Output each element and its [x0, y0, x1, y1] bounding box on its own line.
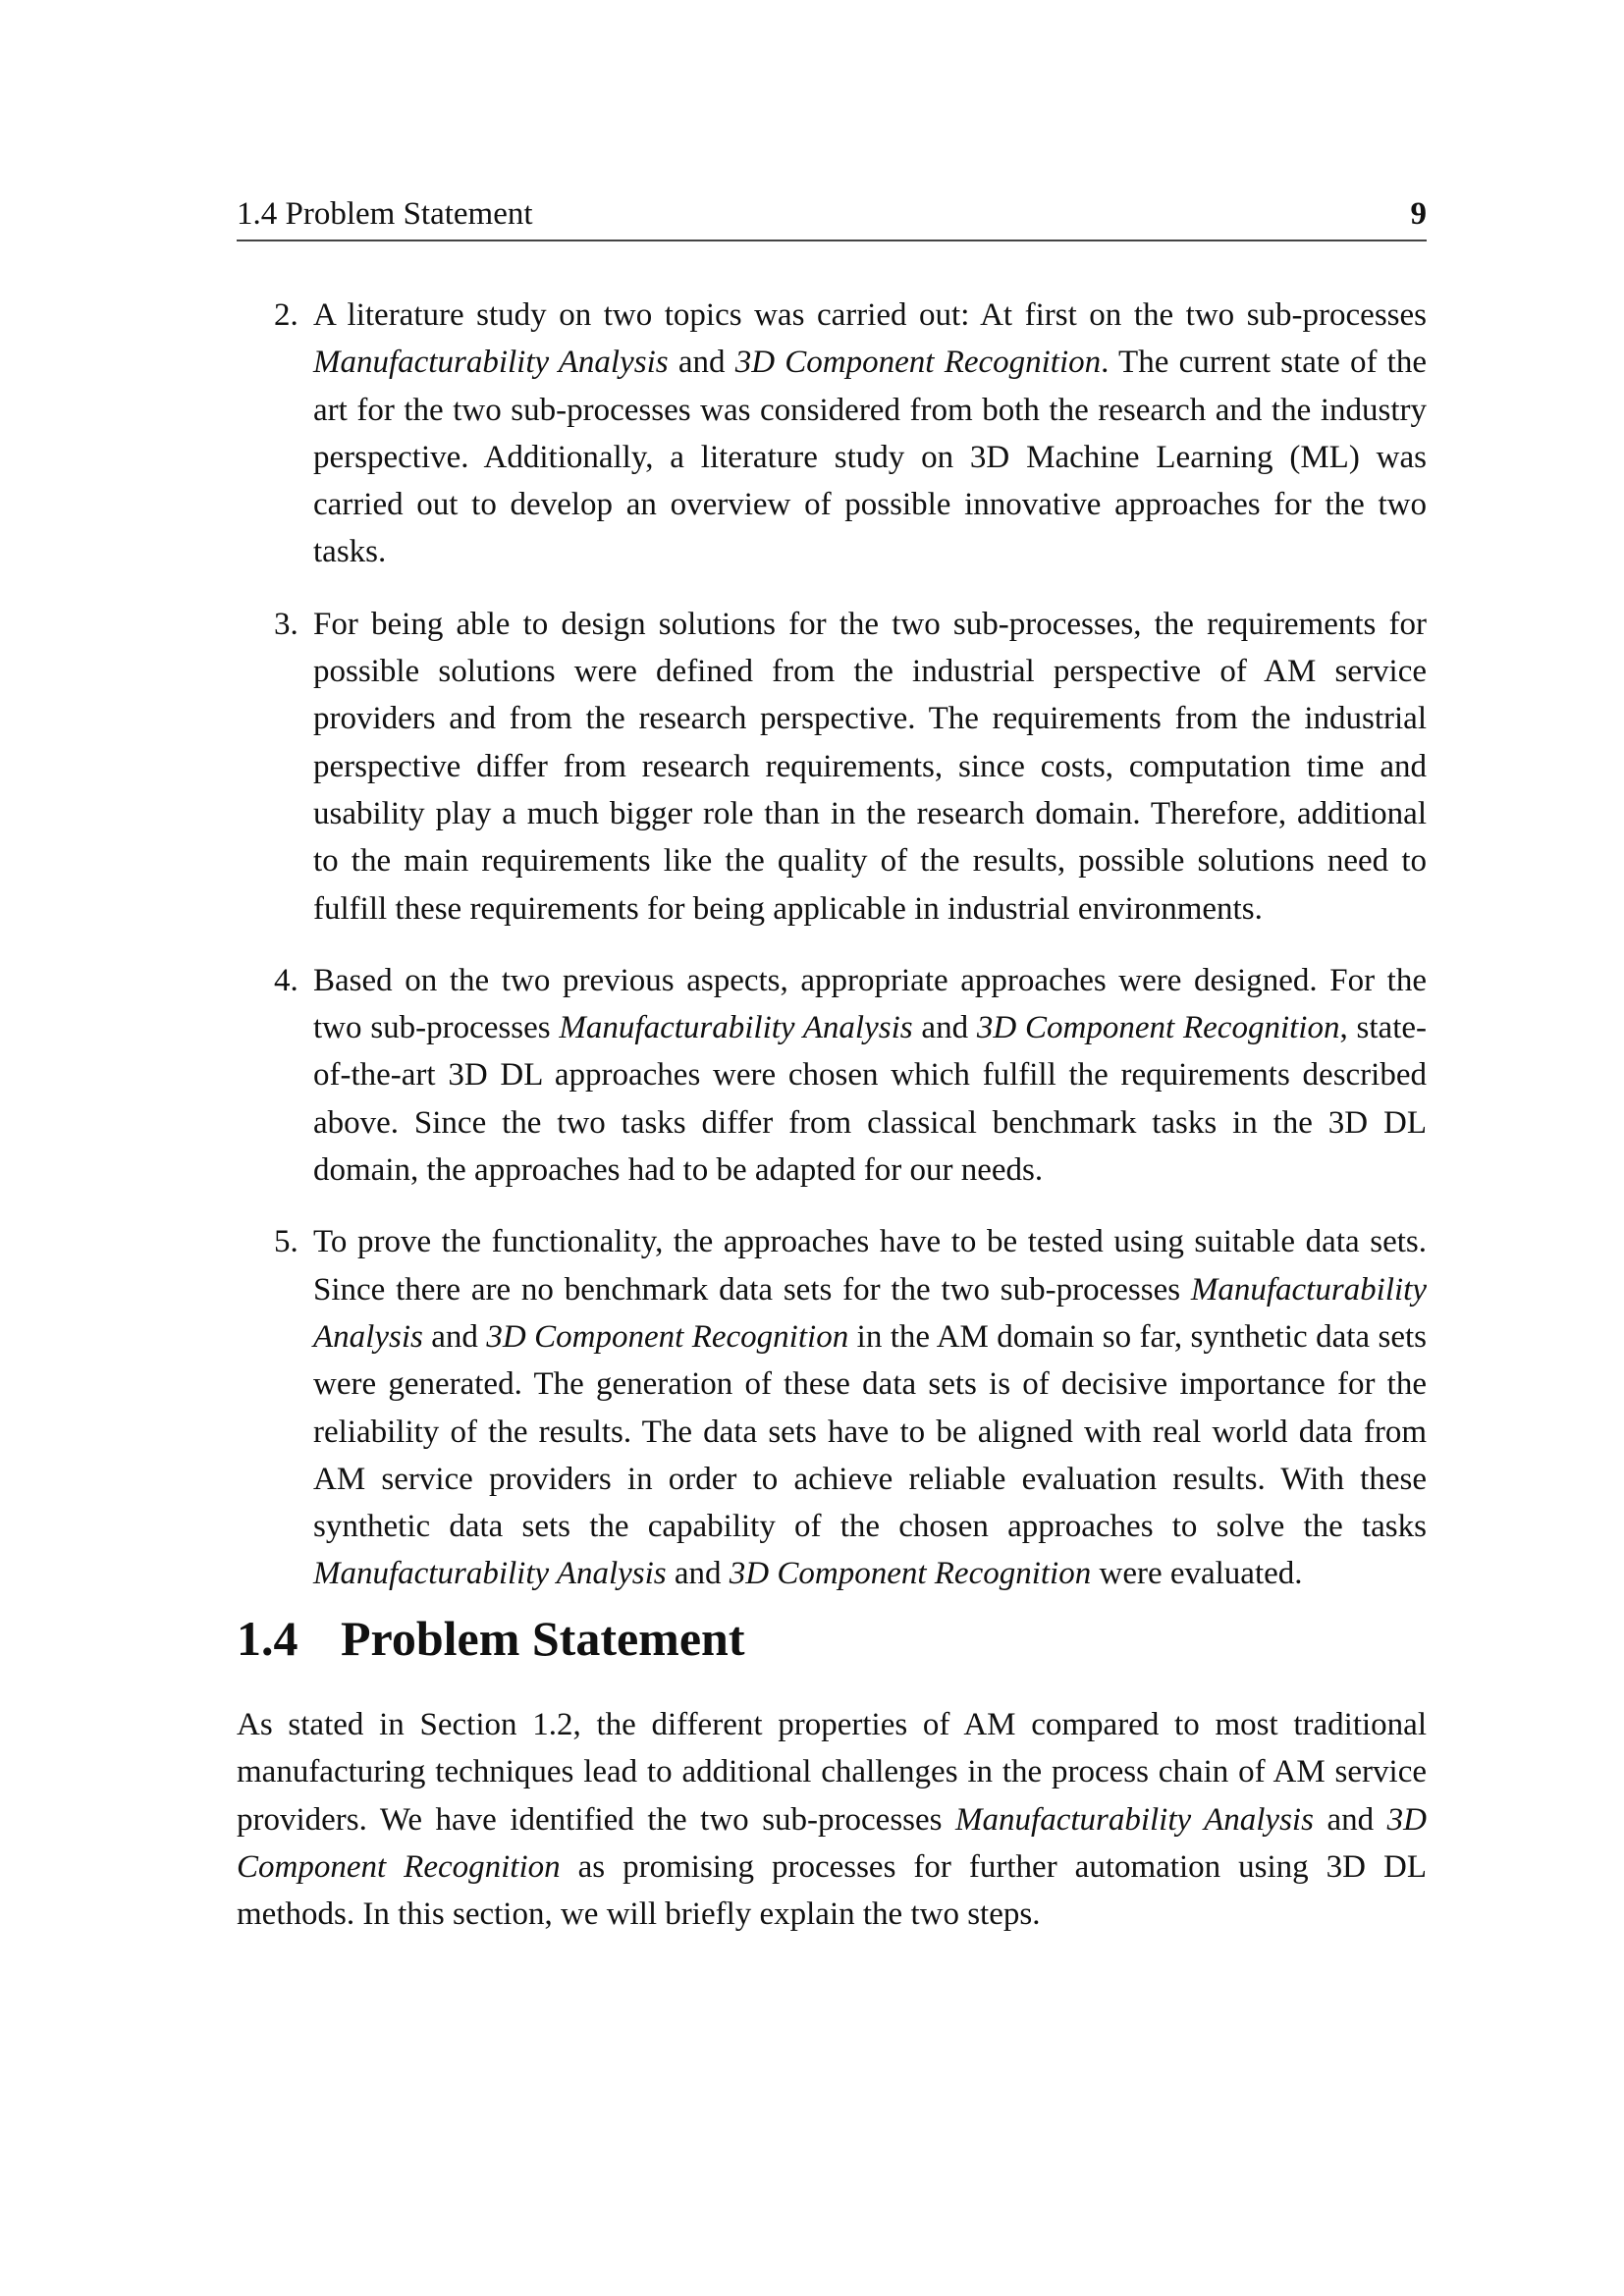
enumerated-list: [237, 292, 1427, 1623]
list-item-number: 5.: [274, 1224, 298, 1260]
italic-term: Manufacturability Analysis: [313, 1271, 1427, 1355]
list-item-number: 3.: [274, 606, 298, 642]
italic-term: 3D Component Recognition: [734, 345, 1102, 381]
list-item-text: [313, 963, 1427, 1188]
text-run: as promising processes for further automation using 3D DL methods. In this section, we will briefly explain the two steps.: [237, 1848, 1427, 1933]
text-run: and: [668, 345, 735, 381]
italic-term: 3D Component Recognition: [976, 1010, 1340, 1046]
text-run: A literature study on two topics was carried out: At first on the two sub-processes: [313, 297, 1427, 333]
list-item-number: 2.: [274, 297, 298, 333]
text-run: To prove the functionality, the approaches have to be tested using suitable data sets. Since there are no benchmark data sets for the two sub-processes: [313, 1224, 1427, 1308]
text-run: and: [666, 1556, 730, 1592]
section-heading: [237, 1610, 744, 1667]
italic-term: 3D Component Recognition: [486, 1318, 849, 1355]
section-number: 1.4: [237, 1611, 298, 1666]
list-item-text: [313, 1224, 1427, 1591]
list-item: [237, 292, 1427, 576]
text-run: and: [912, 1010, 977, 1046]
text-run: For being able to design solutions for the two sub-processes, the requirements for possible solutions were defined from the industrial perspective of AM service providers and from the research perspective. The requirements from the industrial perspective differ from research requirements, since costs, computation time and usability play a much bigger role than in the research domain. Therefore, additional to the main requirements like the quality of the results, possible solutions need to fulfill these requirements for being applicable in industrial environments.: [313, 606, 1427, 927]
text-run: , state-of-the-art 3D DL approaches were chosen which fulfill the requirements described above. Since the two tasks differ from classical benchmark tasks in the 3D DL domain, the approaches had to be adapted for our needs.: [313, 1010, 1427, 1189]
body-paragraph: [237, 1701, 1427, 1938]
italic-term: Manufacturability Analysis: [955, 1801, 1314, 1838]
italic-term: 3D Component Recognition: [237, 1801, 1427, 1885]
italic-term: Manufacturability Analysis: [313, 345, 669, 381]
italic-term: Manufacturability Analysis: [313, 1556, 667, 1592]
section-title: Problem Statement: [341, 1611, 745, 1666]
text-run: Based on the two previous aspects, appropriate approaches were designed. For the two sub-processes: [313, 962, 1427, 1046]
text-run: and: [1313, 1801, 1387, 1838]
text-run: and: [422, 1318, 487, 1355]
text-run: As stated in Section 1.2, the different properties of AM compared to most traditional manufacturing techniques lead to additional challenges in the process chain of AM service providers. We have identified the two sub-processes: [237, 1707, 1427, 1838]
list-item-number: 4.: [274, 962, 298, 998]
list-item-text: [313, 297, 1427, 569]
running-header-section-title: 1.4 Problem Statement: [237, 196, 533, 232]
list-item: [237, 957, 1427, 1194]
text-run: were evaluated.: [1091, 1556, 1303, 1592]
page-number: 9: [1410, 196, 1427, 232]
text-run: in the AM domain so far, synthetic data sets were generated. The generation of these data sets is of decisive importance for the reliability of the results. The data sets have to be aligned with real world data from AM service providers in order to achieve reliable evaluation results. With these synthetic data sets the capability of the chosen approaches to solve the tasks: [313, 1318, 1427, 1545]
list-item: [237, 601, 1427, 933]
text-run: . The current state of the art for the two sub-processes was considered from both the research and the industry perspective. Additionally, a literature study on 3D Machine Learning (ML) was carried out to develop an overview of possible innovative approaches for the two tasks.: [313, 345, 1427, 570]
running-header: [237, 194, 1427, 241]
list-item: [237, 1218, 1427, 1597]
list-item-text: [313, 607, 1427, 927]
italic-term: Manufacturability Analysis: [559, 1010, 913, 1046]
italic-term: 3D Component Recognition: [729, 1556, 1092, 1592]
